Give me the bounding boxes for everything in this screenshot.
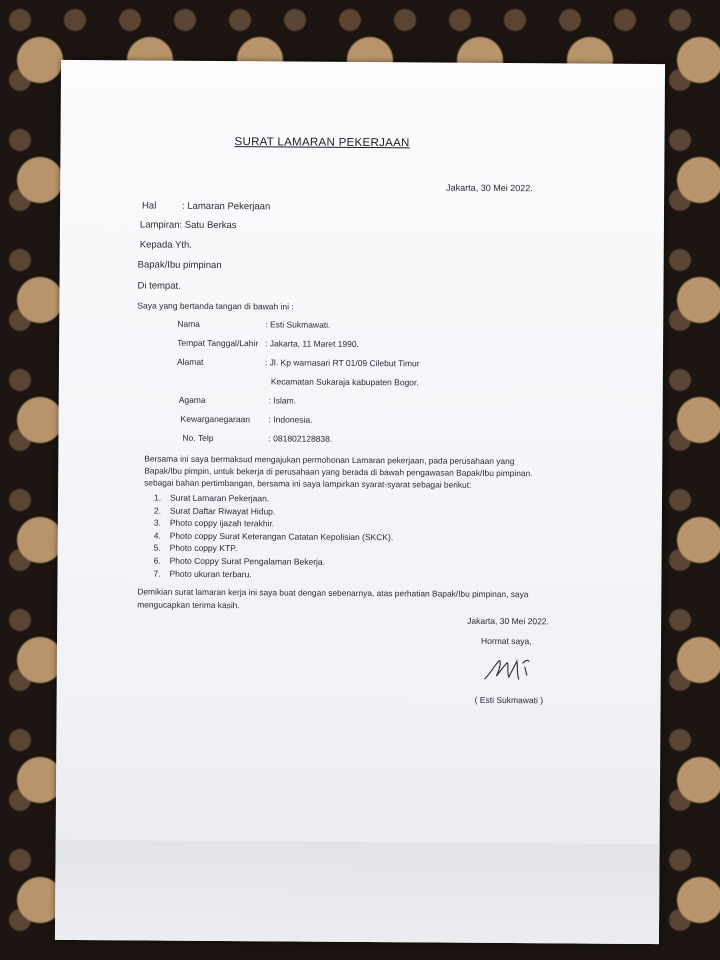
list-item: 3. Photo coppy ijazah terakhir. [153, 517, 275, 529]
closing-line: mengucapkan terima kasih. [137, 599, 240, 611]
field-label: No. Telp [182, 432, 214, 443]
field-label: Tempat Tanggal/Lahir [177, 337, 259, 349]
intro-line: Saya yang bertanda tangan di bawah ini : [137, 300, 294, 312]
date-top: Jakarta, 30 Mei 2022. [446, 182, 533, 194]
hal-value: : Lamaran Pekerjaan [182, 200, 271, 213]
field-value: : Indonesia. [268, 414, 313, 425]
field-label: Agama [178, 394, 206, 405]
list-item: 1. Surat Lamaran Pekerjaan. [153, 492, 270, 504]
paragraph-line: Bapak/Ibu pimpin, untuk bekerja di perusahaan yang berada di bawah pengawasan Bapak/Ibu pimpinan. [144, 465, 533, 479]
lampiran-line: Lampiran: Satu Berkas [139, 219, 237, 232]
list-item: 5. Photo coppy KTP. [153, 542, 238, 554]
list-item: 7. Photo ukuran terbaru. [153, 568, 252, 579]
field-label: Alamat [176, 356, 204, 367]
letter-title: SURAT LAMARAN PEKERJAAN [234, 136, 410, 150]
di-tempat-line: Di tempat. [137, 280, 181, 292]
letter-paper [55, 60, 665, 944]
list-item: 2. Surat Daftar Riwayat Hidup. [153, 505, 276, 517]
list-item: 6. Photo Coppy Surat Pengalaman Bekerja. [153, 555, 326, 567]
field-value: : Jl. Kp warnasari RT 01/09 Cilebut Timur [264, 357, 420, 369]
field-value: : Islam. [268, 395, 297, 406]
field-value: : Jakarta, 11 Maret 1990. [265, 338, 360, 349]
signature-icon [481, 653, 541, 687]
field-value: : 081802128838. [268, 433, 333, 444]
kepada-line: Kepada Yth. [139, 239, 192, 251]
hormat-line: Hormat saya, [480, 635, 532, 647]
field-label: Nama [177, 318, 200, 329]
hal-label: Hal [142, 200, 157, 212]
field-label: Kewarganegaraan [180, 413, 251, 425]
signer-name: ( Esti Sukmawati ) [474, 694, 544, 706]
date-bottom: Jakarta, 30 Mei 2022. [467, 615, 549, 627]
paper-footer-band [55, 840, 660, 944]
attachments-list [153, 493, 393, 583]
list-item: 4. Photo coppy Surat Keterangan Catatan Kepolisian (SKCK). [153, 530, 394, 543]
paragraph-line: sebagai bahan pertimbangan, bersama ini saya lampirkan syarat-syarat sebagai berikut: [144, 477, 472, 490]
closing-line: Demikian surat lamaran kerja ini saya buat dengan sebenarnya, atas perhatian Bapak/Ibu pimpinan, saya [137, 586, 529, 600]
field-value: : Esti Sukmawati. [265, 319, 331, 330]
recipient-line: Bapak/Ibu pimpinan [137, 259, 222, 272]
field-value: Kecamatan Sukaraja kabupaten Bogor. [270, 376, 419, 388]
paragraph-line: Bersama ini saya bermaksud mengajukan permohonan Lamaran pekerjaan, pada perusahaan yang [144, 453, 515, 467]
